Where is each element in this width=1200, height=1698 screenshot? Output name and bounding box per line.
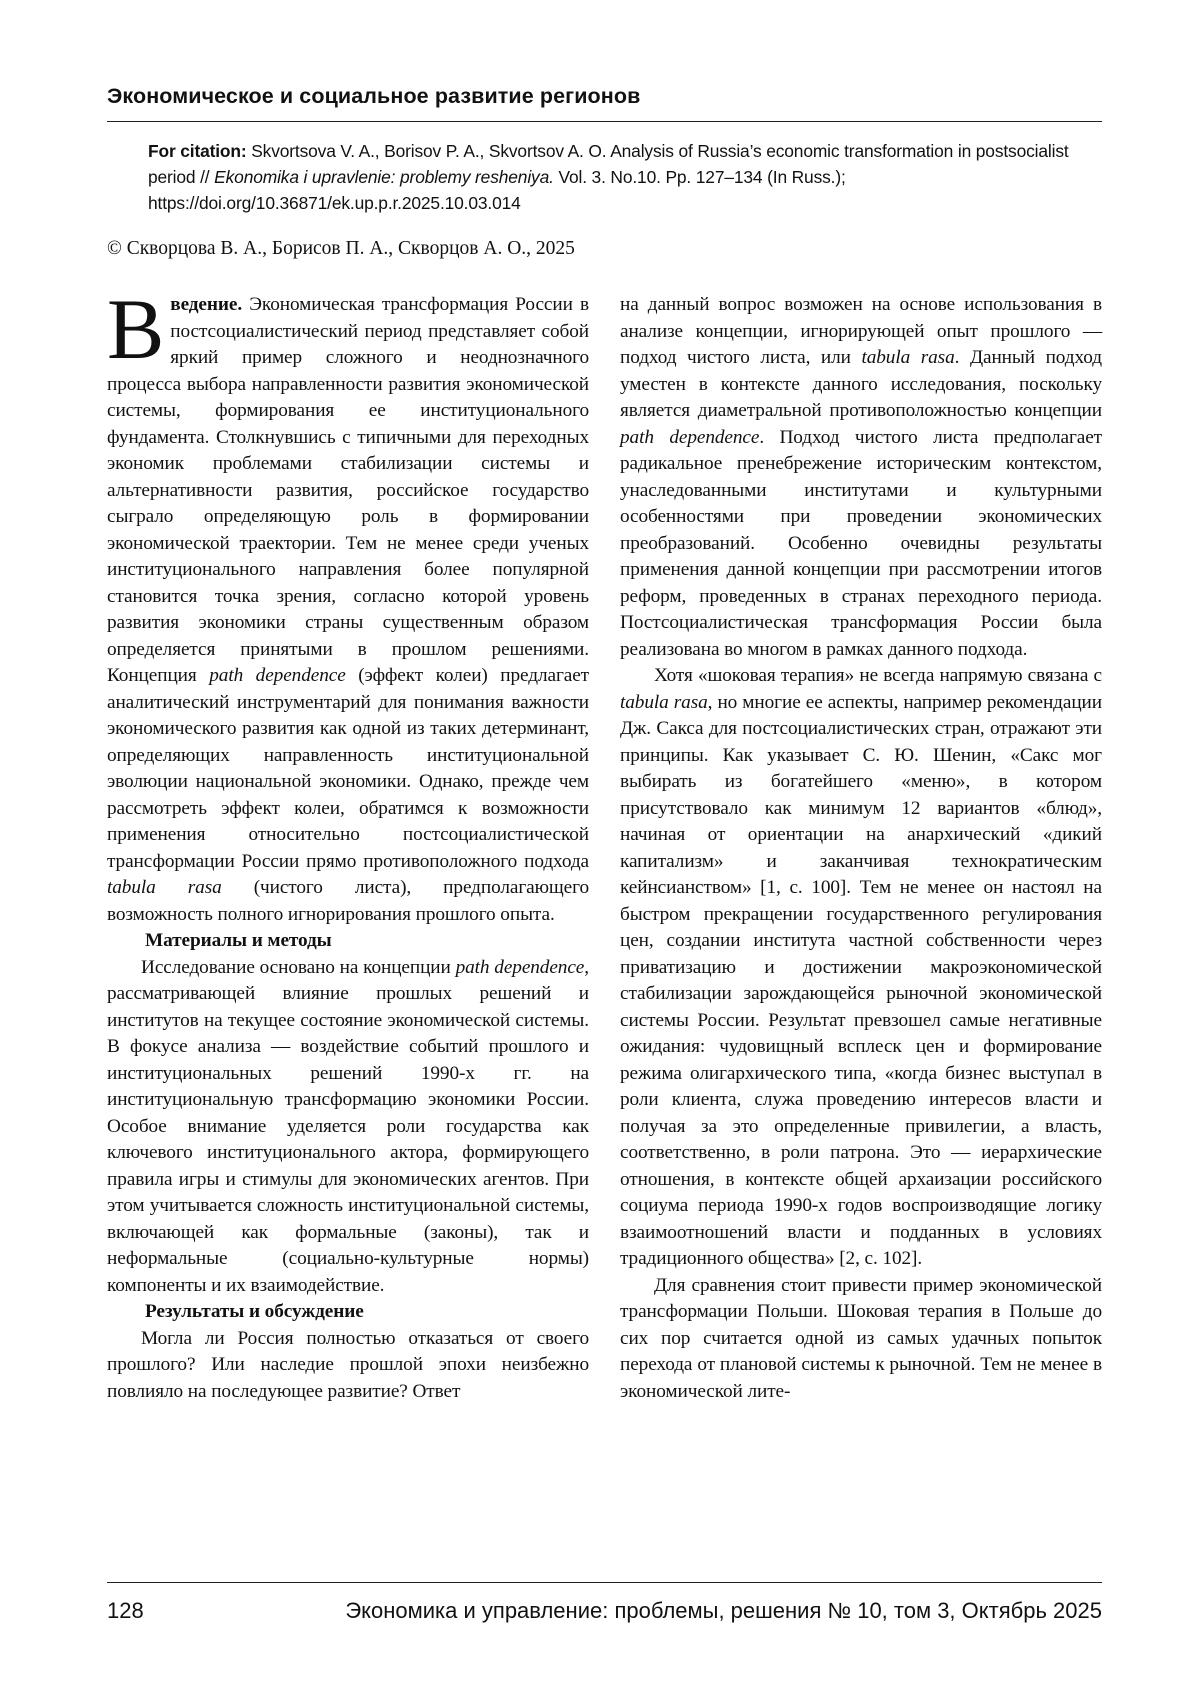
- citation-block: [148, 138, 1102, 216]
- right-column: [620, 292, 1102, 1405]
- poland-paragraph: Для сравнения стоит привести пример экономической трансформации Польши. Шоковая терапия в Польше до сих пор считается одной из самых удачных попыток перехода от плановой системы к рыночной. Тем не менее в экономической лите-: [620, 1274, 1102, 1402]
- methods-heading: Материалы и методы: [145, 930, 332, 951]
- results-heading: Результаты и обсуждение: [145, 1301, 364, 1322]
- results-paragraph: Могла ли Россия полностью отказаться от своего прошлого? Или наследие прошлой эпохи неизбежно повлияло на последующее развитие? Ответ: [107, 1327, 589, 1402]
- left-column: [107, 281, 590, 1405]
- continued-paragraph: на данный вопрос возможен на основе использования в анализе концепции, игнорирующей опыт прошлого — подход чистого листа, или tabula rasa. Данный подход уместен в контексте данного исследования, поскольку является диаметральной противоположностью концепции path dependence. Подход чистого листа предполагает радикальное пренебрежение историческим контекстом, унаследованными институтами и культурными особенностями при проведении экономических преобразований. Особенно очевидны результаты применения данной концепции при рассмотрении итогов реформ, проведенных в странах переходного периода. Постсоциалистическая трансформация России была реализована во многом в рамках данного подхода.: [620, 294, 1102, 660]
- shock-therapy-paragraph: Хотя «шоковая терапия» не всегда напрямую связана с tabula rasa, но многие ее аспекты, например рекомендации Дж. Сакса для постсоциалистических стран, отражают эти принципы. Как указывает С. Ю. Шенин, «Сакс мог выбирать из богатейшего «меню», в котором присутствовало как минимум 12 вариантов «блюд», начиная от ориентации на анархический «дикий капитализм» и заканчивая технократическим кейнсианством» [1, с. 100]. Тем не менее он настоял на быстром прекращении государственного регулирования цен, создании института частной собственности через приватизацию и достижении макроэкономической стабилизации зарождающейся рыночной экономической системы России. Результат превзошел самые негативные ожидания: чудовищный всплеск цен и формирование режима олигархического типа, «когда бизнес выступал в роли клиента, служа проведению интересов власти и получая за это определенные привилегии, а власть, соответственно, в роли патрона. Это — иерархические отношения, в контексте общей архаизации российского социума периода 1990-х годов воспроизводящие логику взаимоотношений власти и подданных в условиях традиционного общества» [2, с. 102].: [620, 665, 1102, 1269]
- header-divider: [107, 121, 1102, 122]
- drop-cap: В: [107, 281, 165, 377]
- journal-footer: Экономика и управление: проблемы, решения № 10, том 3, Октябрь 2025: [345, 1598, 1102, 1623]
- citation-label: For citation:: [148, 141, 247, 161]
- page-number: 128: [107, 1598, 144, 1623]
- methods-paragraph: Исследование основано на концепции path dependence, рассматривающей влияние прошлых решений и институтов на текущее состояние экономической системы. В фокусе анализа — воздействие событий прошлого и институциональных решений 1990-х гг. на институциональную трансформацию экономики России. Особое внимание уделяется роли государства как ключевого институционального актора, формирующего правила игры и стимулы для экономических агентов. При этом учитывается сложность институциональной системы, включающей как формальные (законы), так и неформальные (социально-культурные нормы) компоненты и их взаимодействие.: [107, 956, 590, 1296]
- running-title: Экономическое и социальное развитие регионов: [107, 84, 641, 108]
- copyright-line: © Скворцова В. А., Борисов П. А., Скворцов А. О., 2025: [107, 238, 575, 259]
- intro-paragraph: Введение. Экономическая трансформация России в постсоциалистический период представляет собой яркий пример сложного и неоднозначного процесса выбора направленности развития экономической системы, формирования ее институционального фундамента. Столкнувшись с типичными для переходных экономик проблемами стабилизации системы и альтернативности развития, российское государство сыграло определяющую роль в формировании экономической траектории. Тем не менее среди ученых институционального направления более популярной становится точка зрения, согласно которой уровень развития экономики страны существенным образом определяется принятыми в прошлом решениями. Концепция path dependence (эффект колеи) предлагает аналитический инструментарий для понимания важности экономического развития как одной из таких детерминант, определяющих направленность институциональной эволюции национальной экономики. Однако, прежде чем рассмотреть эффект колеи, обратимся к возможности применения относительно постсоциалистической трансформации России прямо противоположного подхода tabula rasa (чистого листа), предполагающего возможность полного игнорирования прошлого опыта.: [107, 281, 590, 925]
- citation-journal: Ekonomika i upravlenie: problemy resheniya.: [214, 167, 554, 187]
- footer-divider: [107, 1582, 1102, 1583]
- citation-details: Vol. 3. No.10. Pp. 127–134 (In Russ.); https://doi.org/10.36871/ek.up.p.r.2025.10.03.014: [148, 167, 846, 213]
- intro-lead: ведение.: [170, 294, 243, 315]
- citation-authors: Skvortsova V. A., Borisov P. A., Skvortsov A. O. Analysis of Russia’s economic transformation in postsocialist period //: [148, 141, 1069, 187]
